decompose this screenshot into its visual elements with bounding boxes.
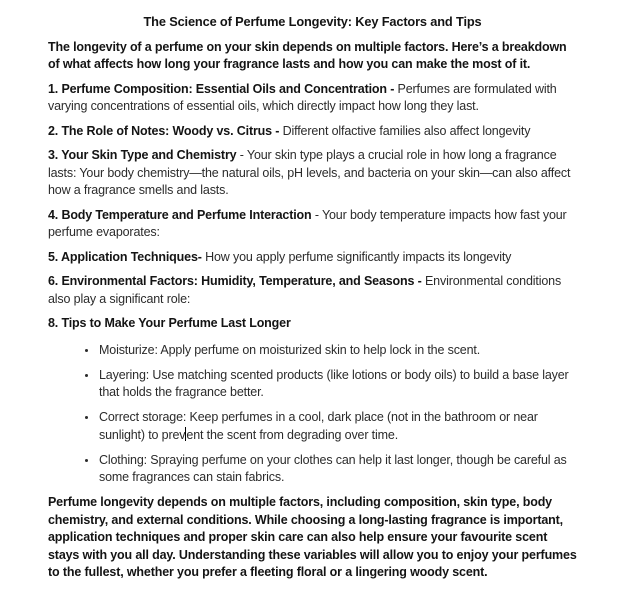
section-3-heading: 3. Your Skin Type and Chemistry [48, 148, 237, 162]
tip-text-before-caret: Correct storage: Keep perfumes in a cool, dark place (not in the bathroom or near sunlight) to prev [99, 410, 538, 442]
section-4-body: - Your body temperature impacts how fast your perfume evaporates: [48, 207, 567, 239]
tip-text-after-caret: ent the scent from degrading over time. [186, 427, 399, 442]
section-5-paragraph[interactable] [48, 249, 577, 267]
tip-item-layering[interactable] [98, 367, 577, 402]
section-1-heading: 1. Perfume Composition: Essential Oils and Concentration - [48, 81, 395, 96]
conclusion-paragraph[interactable]: Perfume longevity depends on multiple factors, including composition, skin type, body chemistry, and external conditions. While choosing a long-lasting fragrance is important, application techniques and proper skin care can also help ensure your favourite scent stays with you all day. Understanding these variables will allow you to enjoy your perfumes to the fullest, whether you prefer a fleeting floral or a lingering woody scent. [48, 495, 577, 579]
section-2-paragraph[interactable] [48, 123, 577, 141]
tip-item-clothing[interactable] [98, 452, 577, 487]
section-4-heading: 4. Body Temperature and Perfume Interaction [48, 207, 312, 222]
section-6-paragraph[interactable] [48, 273, 577, 308]
section-3-body: - Your skin type plays a crucial role in how long a fragrance lasts: Your body chemistry—the natural oils, pH levels, and bacteria on your skin—can also affect how a fragrance smells and lasts. [48, 148, 571, 197]
section-4-paragraph[interactable] [48, 207, 577, 242]
section-5-body: How you apply perfume significantly impacts its longevity [201, 249, 512, 264]
tip-text: Clothing: Spraying perfume on your clothes can help it last longer, though be careful as some fragrances can stain fabrics. [99, 452, 567, 484]
tip-text: Layering: Use matching scented products (like lotions or body oils) to build a base layer that holds the fragrance better. [99, 367, 569, 399]
document-title: The Science of Perfume Longevity: Key Factors and Tips [143, 14, 482, 29]
section-6-body: Environmental conditions also play a significant role: [48, 274, 562, 306]
tip-text: Moisturize: Apply perfume on moisturized skin to help lock in the scent. [99, 342, 481, 357]
section-6-heading: 6. Environmental Factors: Humidity, Temperature, and Seasons - [48, 274, 422, 288]
tips-list [48, 342, 577, 487]
intro-paragraph[interactable]: The longevity of a perfume on your skin depends on multiple factors. Here’s a breakdown of what affects how long your fragrance lasts and how you can make the most of it. [48, 39, 567, 71]
section-3-paragraph[interactable] [48, 147, 577, 200]
tips-heading: 8. Tips to Make Your Perfume Last Longer [48, 316, 291, 330]
section-1-paragraph[interactable] [48, 81, 577, 116]
section-2-body: Different olfactive families also affect longevity [279, 123, 531, 138]
section-2-heading: 2. The Role of Notes: Woody vs. Citrus - [48, 123, 280, 138]
section-1-body: Perfumes are formulated with varying concentrations of essential oils, which directly impact how long they last. [48, 81, 557, 113]
tip-item-storage[interactable] [98, 409, 577, 444]
tip-item-moisturize[interactable] [98, 342, 577, 360]
section-5-heading: 5. Application Techniques- [48, 249, 202, 264]
